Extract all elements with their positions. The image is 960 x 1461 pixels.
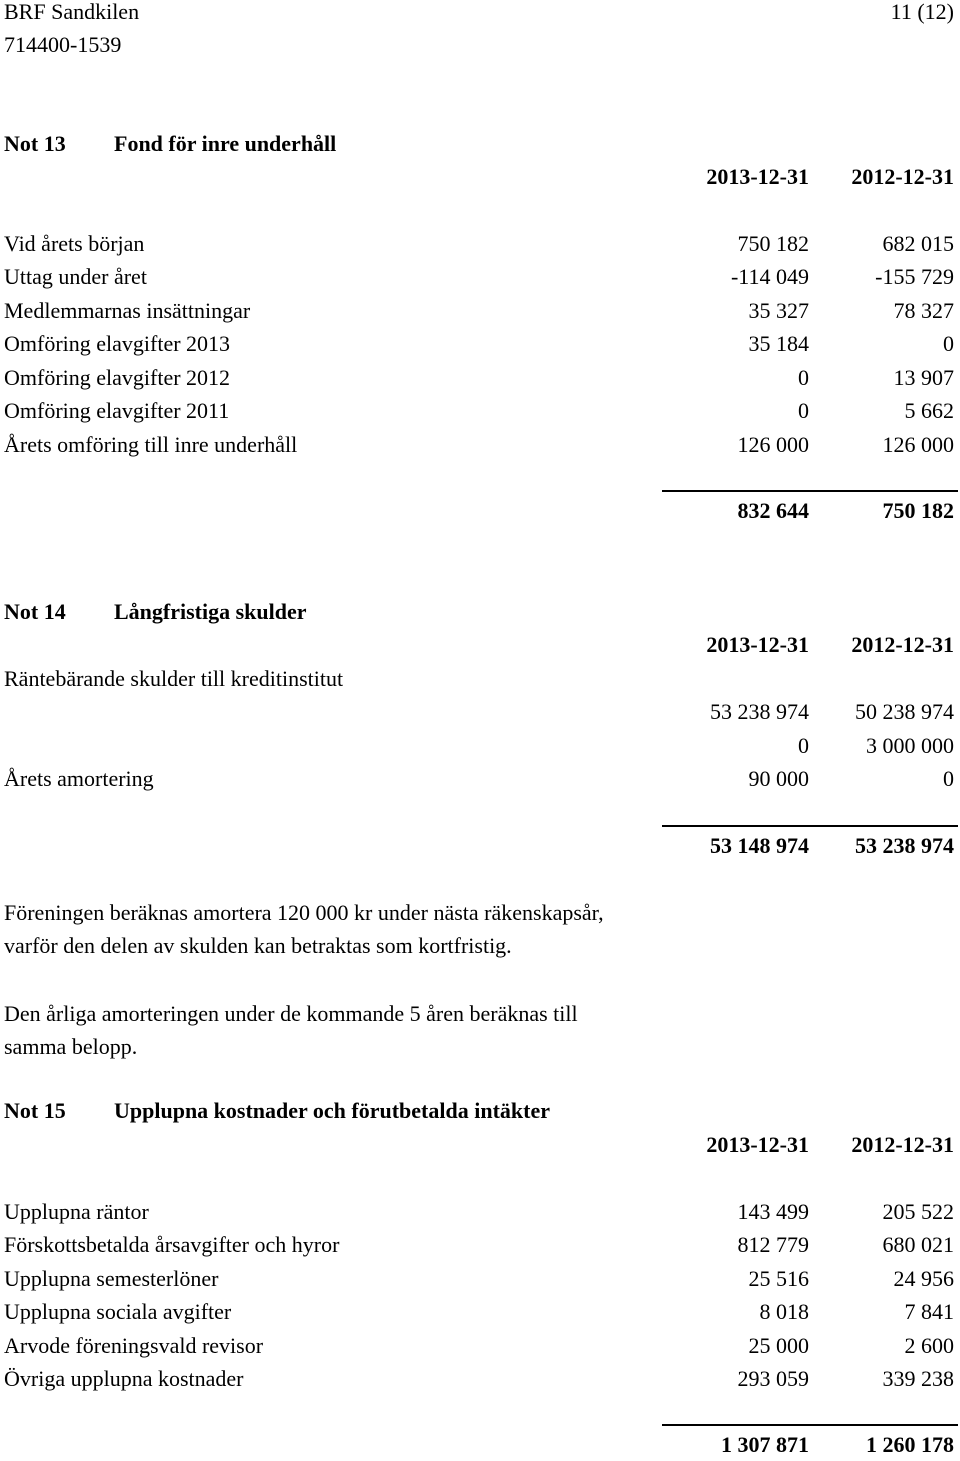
row-label: Vid årets början (4, 231, 145, 256)
row-label: Omföring elavgifter 2011 (4, 398, 230, 423)
total-rule (662, 1424, 958, 1426)
row-label: Övriga upplupna kostnader (4, 1366, 244, 1391)
note-15-col2-header: 2012-12-31 (851, 1132, 954, 1157)
row-label: Förskottsbetalda årsavgifter och hyror (4, 1232, 340, 1257)
note-13-total-2013: 832 644 (737, 498, 809, 523)
organization-name: BRF Sandkilen (4, 0, 140, 24)
row-value-2013: 750 182 (737, 231, 809, 256)
row-value-2012: 205 522 (882, 1199, 954, 1224)
note-15-number: Not 15 (4, 1098, 66, 1123)
note-13-total-2012: 750 182 (882, 498, 954, 523)
row-label: Årets amortering (4, 766, 154, 791)
row-value-2012: 7 841 (904, 1299, 954, 1324)
row-label: Upplupna sociala avgifter (4, 1299, 232, 1324)
row-value-2013: 812 779 (737, 1232, 809, 1257)
row-label: Medlemmarnas insättningar (4, 298, 251, 323)
row-value-2013: 53 238 974 (710, 699, 809, 724)
note-13-col1-header: 2013-12-31 (706, 164, 809, 189)
row-value-2013: 293 059 (737, 1366, 809, 1391)
note-14-subheading: Räntebärande skulder till kreditinstitut (4, 666, 344, 691)
row-label: Uttag under året (4, 264, 147, 289)
row-value-2012: 682 015 (882, 231, 954, 256)
row-value-2013: 0 (798, 398, 809, 423)
total-rule (662, 825, 958, 827)
row-label: Upplupna semesterlöner (4, 1266, 219, 1291)
row-value-2012: 0 (943, 331, 954, 356)
row-value-2012: -155 729 (875, 264, 954, 289)
note-14-col1-header: 2013-12-31 (706, 632, 809, 657)
row-value-2013: 0 (798, 365, 809, 390)
row-value-2012: 680 021 (882, 1232, 954, 1257)
row-value-2013: 25 516 (748, 1266, 809, 1291)
row-value-2012: 78 327 (893, 298, 954, 323)
note-14-number: Not 14 (4, 599, 66, 624)
note-14-paragraph-1 (4, 896, 764, 962)
page-number: 11 (12) (890, 0, 954, 24)
note-15-total-2013: 1 307 871 (721, 1432, 809, 1457)
note-14-title: Långfristiga skulder (114, 599, 307, 624)
row-label: Årets omföring till inre underhåll (4, 432, 298, 457)
organization-number: 714400-1539 (4, 32, 122, 57)
row-value-2012: 126 000 (882, 432, 954, 457)
row-value-2013: -114 049 (730, 264, 809, 289)
note-14-col2-header: 2012-12-31 (851, 632, 954, 657)
note-13-title: Fond för inre underhåll (114, 131, 337, 156)
row-value-2013: 90 000 (748, 766, 809, 791)
note-14-total-2012: 53 238 974 (855, 833, 954, 858)
row-value-2013: 0 (798, 733, 809, 758)
row-value-2013: 8 018 (759, 1299, 809, 1324)
note-15-title: Upplupna kostnader och förutbetalda intäkter (114, 1098, 550, 1123)
note-13-col2-header: 2012-12-31 (851, 164, 954, 189)
note-13-number: Not 13 (4, 131, 66, 156)
paragraph-line: Föreningen beräknas amortera 120 000 kr under nästa räkenskapsår, (4, 900, 604, 925)
row-value-2012: 339 238 (882, 1366, 954, 1391)
row-value-2013: 35 327 (748, 298, 809, 323)
row-value-2012: 24 956 (893, 1266, 954, 1291)
note-15-col1-header: 2013-12-31 (706, 1132, 809, 1157)
row-label: Omföring elavgifter 2013 (4, 331, 231, 356)
row-value-2012: 2 600 (904, 1333, 954, 1358)
row-value-2013: 126 000 (737, 432, 809, 457)
paragraph-line: samma belopp. (4, 1034, 138, 1059)
row-value-2013: 25 000 (748, 1333, 809, 1358)
row-label: Omföring elavgifter 2012 (4, 365, 231, 390)
row-value-2012: 50 238 974 (855, 699, 954, 724)
row-label: Upplupna räntor (4, 1199, 149, 1224)
note-14-total-2013: 53 148 974 (710, 833, 809, 858)
total-rule (662, 490, 958, 492)
paragraph-line: Den årliga amorteringen under de kommande 5 åren beräknas till (4, 1001, 578, 1026)
paragraph-line: varför den delen av skulden kan betraktas som kortfristig. (4, 933, 512, 958)
note-15-total-2012: 1 260 178 (866, 1432, 954, 1457)
row-value-2012: 0 (943, 766, 954, 791)
row-value-2012: 13 907 (893, 365, 954, 390)
row-value-2013: 143 499 (737, 1199, 809, 1224)
row-value-2012: 3 000 000 (866, 733, 954, 758)
note-14-paragraph-2 (4, 997, 764, 1063)
row-value-2012: 5 662 (904, 398, 954, 423)
row-value-2013: 35 184 (748, 331, 809, 356)
row-label: Arvode föreningsvald revisor (4, 1333, 264, 1358)
